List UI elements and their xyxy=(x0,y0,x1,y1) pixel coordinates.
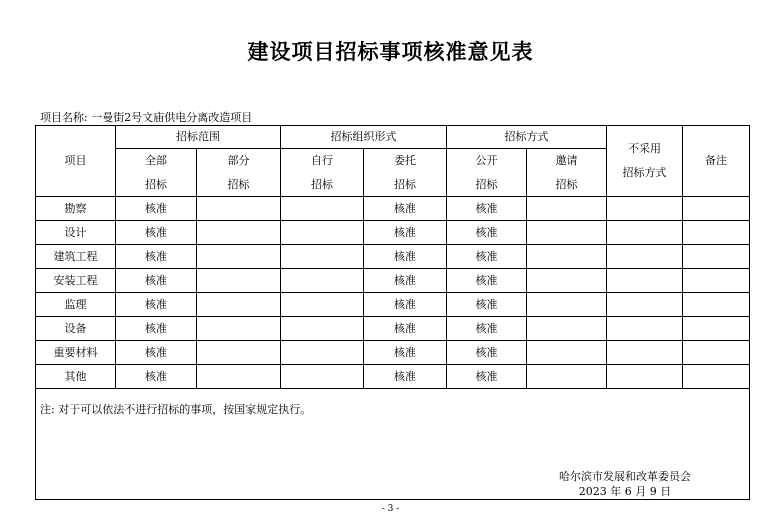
cell-open-method: 核准 xyxy=(447,221,527,245)
cell-invite-method xyxy=(527,197,607,221)
cell-self-org xyxy=(281,365,364,389)
cell-full-scope: 核准 xyxy=(116,221,197,245)
page-number: - 3 - xyxy=(381,504,400,514)
cell-entrust-org: 核准 xyxy=(364,197,447,221)
cell-self-org xyxy=(281,197,364,221)
issue-date: 2023 年 6 月 9 日 xyxy=(578,485,672,498)
cell-remark xyxy=(683,269,750,293)
cell-part-scope xyxy=(197,197,281,221)
table-row xyxy=(36,317,750,341)
cell-entrust-org: 核准 xyxy=(364,317,447,341)
issuer-name: 哈尔滨市发展和改革委员会 xyxy=(559,470,691,483)
issuer-block xyxy=(559,469,691,499)
cell-part-scope xyxy=(197,293,281,317)
header-self-line1: 自行 xyxy=(281,149,364,174)
header-scope: 招标范围 xyxy=(116,126,281,149)
cell-no-bidding xyxy=(607,341,683,365)
cell-item: 设计 xyxy=(36,221,116,245)
header-invite-line1: 邀请 xyxy=(527,149,607,174)
cell-self-org xyxy=(281,293,364,317)
header-row-1 xyxy=(36,126,750,149)
cell-remark xyxy=(683,365,750,389)
project-name-line xyxy=(40,109,252,125)
cell-full-scope: 核准 xyxy=(116,197,197,221)
cell-item: 设备 xyxy=(36,317,116,341)
project-name-label: 项目名称: xyxy=(40,111,88,124)
cell-self-org xyxy=(281,245,364,269)
cell-self-org xyxy=(281,221,364,245)
cell-part-scope xyxy=(197,365,281,389)
table-row xyxy=(36,269,750,293)
table-row xyxy=(36,293,750,317)
cell-self-org xyxy=(281,341,364,365)
cell-item: 建筑工程 xyxy=(36,245,116,269)
cell-remark xyxy=(683,221,750,245)
header-part-line2: 招标 xyxy=(197,173,281,197)
cell-full-scope: 核准 xyxy=(116,269,197,293)
header-no-bidding-line1: 不采用 xyxy=(628,142,661,155)
cell-invite-method xyxy=(527,221,607,245)
cell-invite-method xyxy=(527,365,607,389)
notes-cell xyxy=(36,389,750,500)
notes-row xyxy=(36,389,750,500)
cell-entrust-org: 核准 xyxy=(364,341,447,365)
cell-no-bidding xyxy=(607,365,683,389)
cell-full-scope: 核准 xyxy=(116,245,197,269)
cell-full-scope: 核准 xyxy=(116,365,197,389)
cell-no-bidding xyxy=(607,317,683,341)
header-invite-line2: 招标 xyxy=(527,173,607,197)
header-no-bidding-line2: 招标方式 xyxy=(622,166,667,179)
cell-no-bidding xyxy=(607,221,683,245)
cell-invite-method xyxy=(527,317,607,341)
cell-open-method: 核准 xyxy=(447,197,527,221)
cell-open-method: 核准 xyxy=(447,341,527,365)
approval-table xyxy=(35,125,750,500)
cell-part-scope xyxy=(197,245,281,269)
cell-item: 安装工程 xyxy=(36,269,116,293)
cell-self-org xyxy=(281,317,364,341)
cell-part-scope xyxy=(197,341,281,365)
cell-invite-method xyxy=(527,293,607,317)
cell-remark xyxy=(683,245,750,269)
cell-open-method: 核准 xyxy=(447,317,527,341)
cell-part-scope xyxy=(197,221,281,245)
cell-remark xyxy=(683,293,750,317)
cell-invite-method xyxy=(527,269,607,293)
header-organization: 招标组织形式 xyxy=(281,126,447,149)
header-part-line1: 部分 xyxy=(197,149,281,174)
cell-no-bidding xyxy=(607,245,683,269)
cell-part-scope xyxy=(197,317,281,341)
table-row xyxy=(36,365,750,389)
cell-no-bidding xyxy=(607,269,683,293)
cell-full-scope: 核准 xyxy=(116,293,197,317)
cell-remark xyxy=(683,317,750,341)
cell-part-scope xyxy=(197,269,281,293)
cell-no-bidding xyxy=(607,197,683,221)
cell-open-method: 核准 xyxy=(447,365,527,389)
table-row xyxy=(36,245,750,269)
cell-remark xyxy=(683,197,750,221)
cell-item: 其他 xyxy=(36,365,116,389)
header-open-line2: 招标 xyxy=(447,173,527,197)
header-self-line2: 招标 xyxy=(281,173,364,197)
note-text: 注: 对于可以依法不进行招标的事项，按国家规定执行。 xyxy=(40,403,312,416)
project-name-value: 一曼街2号文庙供电分离改造项目 xyxy=(91,111,253,124)
header-method: 招标方式 xyxy=(447,126,607,149)
cell-item: 重要材料 xyxy=(36,341,116,365)
cell-entrust-org: 核准 xyxy=(364,269,447,293)
table-row xyxy=(36,197,750,221)
header-remark: 备注 xyxy=(683,126,750,197)
header-entrust-line2: 招标 xyxy=(364,173,447,197)
cell-remark xyxy=(683,341,750,365)
header-full-line2: 招标 xyxy=(116,173,197,197)
table-row xyxy=(36,221,750,245)
cell-item: 勘察 xyxy=(36,197,116,221)
cell-open-method: 核准 xyxy=(447,269,527,293)
header-full-line1: 全部 xyxy=(116,149,197,174)
cell-full-scope: 核准 xyxy=(116,317,197,341)
cell-invite-method xyxy=(527,245,607,269)
header-no-bidding xyxy=(607,126,683,197)
cell-invite-method xyxy=(527,341,607,365)
header-open-line1: 公开 xyxy=(447,149,527,174)
cell-no-bidding xyxy=(607,293,683,317)
cell-entrust-org: 核准 xyxy=(364,293,447,317)
header-entrust-line1: 委托 xyxy=(364,149,447,174)
header-item: 项目 xyxy=(36,126,116,197)
cell-entrust-org: 核准 xyxy=(364,245,447,269)
cell-entrust-org: 核准 xyxy=(364,221,447,245)
cell-open-method: 核准 xyxy=(447,293,527,317)
cell-item: 监理 xyxy=(36,293,116,317)
cell-self-org xyxy=(281,269,364,293)
document-title: 建设项目招标事项核准意见表 xyxy=(247,39,534,64)
cell-open-method: 核准 xyxy=(447,245,527,269)
cell-full-scope: 核准 xyxy=(116,341,197,365)
table-row xyxy=(36,341,750,365)
cell-entrust-org: 核准 xyxy=(364,365,447,389)
